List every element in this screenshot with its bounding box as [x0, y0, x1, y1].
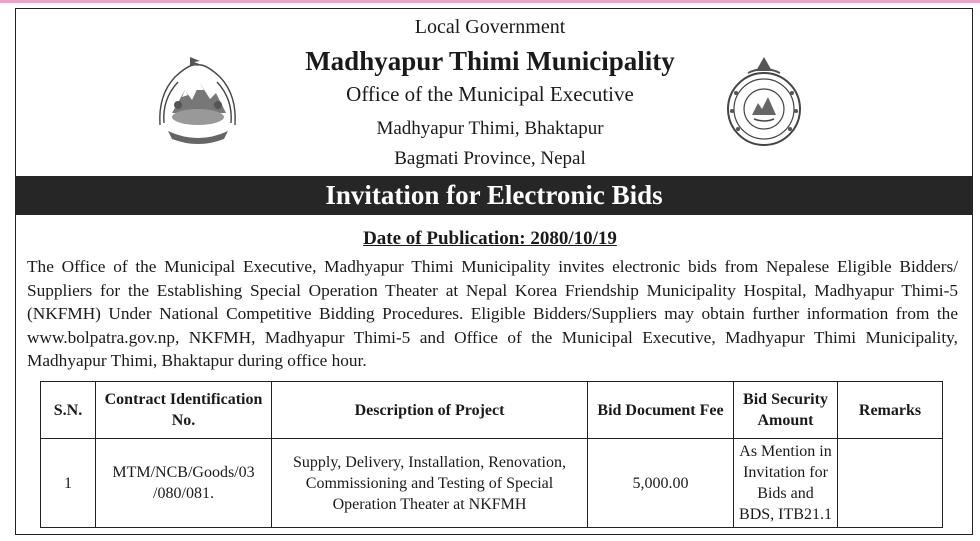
office-address: Madhyapur Thimi, Bhaktapur	[376, 118, 604, 139]
cell-security: As Mention in Invitation for Bids and BDS, ITB21.1	[734, 439, 838, 528]
column-header-remarks: Remarks	[838, 382, 943, 439]
column-header-contract-id: Contract Identification No.	[96, 382, 272, 439]
cell-remarks	[838, 439, 943, 528]
government-level: Local Government	[414, 16, 566, 38]
top-accent-rule	[0, 0, 980, 3]
cell-contract-id: MTM/NCB/Goods/03 /080/081.	[96, 439, 272, 528]
notice-title-banner: Invitation for Electronic Bids	[15, 176, 973, 215]
column-header-sn: S.N.	[41, 382, 96, 439]
table-header-row	[41, 382, 943, 439]
cell-description: Supply, Delivery, Installation, Renovation, Commissioning and Testing of Special Operation Theater at NKFMH	[272, 439, 588, 528]
province: Bagmati Province, Nepal	[394, 148, 586, 169]
table-row	[41, 439, 943, 528]
cell-sn: 1	[41, 439, 96, 528]
column-header-description: Description of Project	[272, 382, 588, 439]
column-header-security: Bid Security Amount	[734, 382, 838, 439]
municipality-name: Madhyapur Thimi Municipality	[305, 46, 675, 76]
column-header-fee: Bid Document Fee	[588, 382, 734, 439]
notice-body: The Office of the Municipal Executive, Madhyapur Thimi Municipality invites electronic bids from Nepalese Eligible Bidders/ Suppliers for the Establishing Special Operation Theater at Nepal Korea Friendship Municipality Hospital, Madhyapur Thimi-5 (NKFMH) Under National Competitive Bidding Procedures. Eligible Bidders/Suppliers may obtain further information from the www.bolpatra.gov.np, NKFMH, Madhyapur Thimi-5 and Office of the Municipal Executive, Madhyapur Thimi Municipality, Madhyapur Thimi, Bhaktapur during office hour.	[27, 257, 958, 370]
cell-fee: 5,000.00	[588, 439, 734, 528]
bids-table	[40, 381, 943, 528]
office-name: Office of the Municipal Executive	[346, 82, 634, 106]
publication-date: Date of Publication: 2080/10/19	[363, 228, 617, 249]
